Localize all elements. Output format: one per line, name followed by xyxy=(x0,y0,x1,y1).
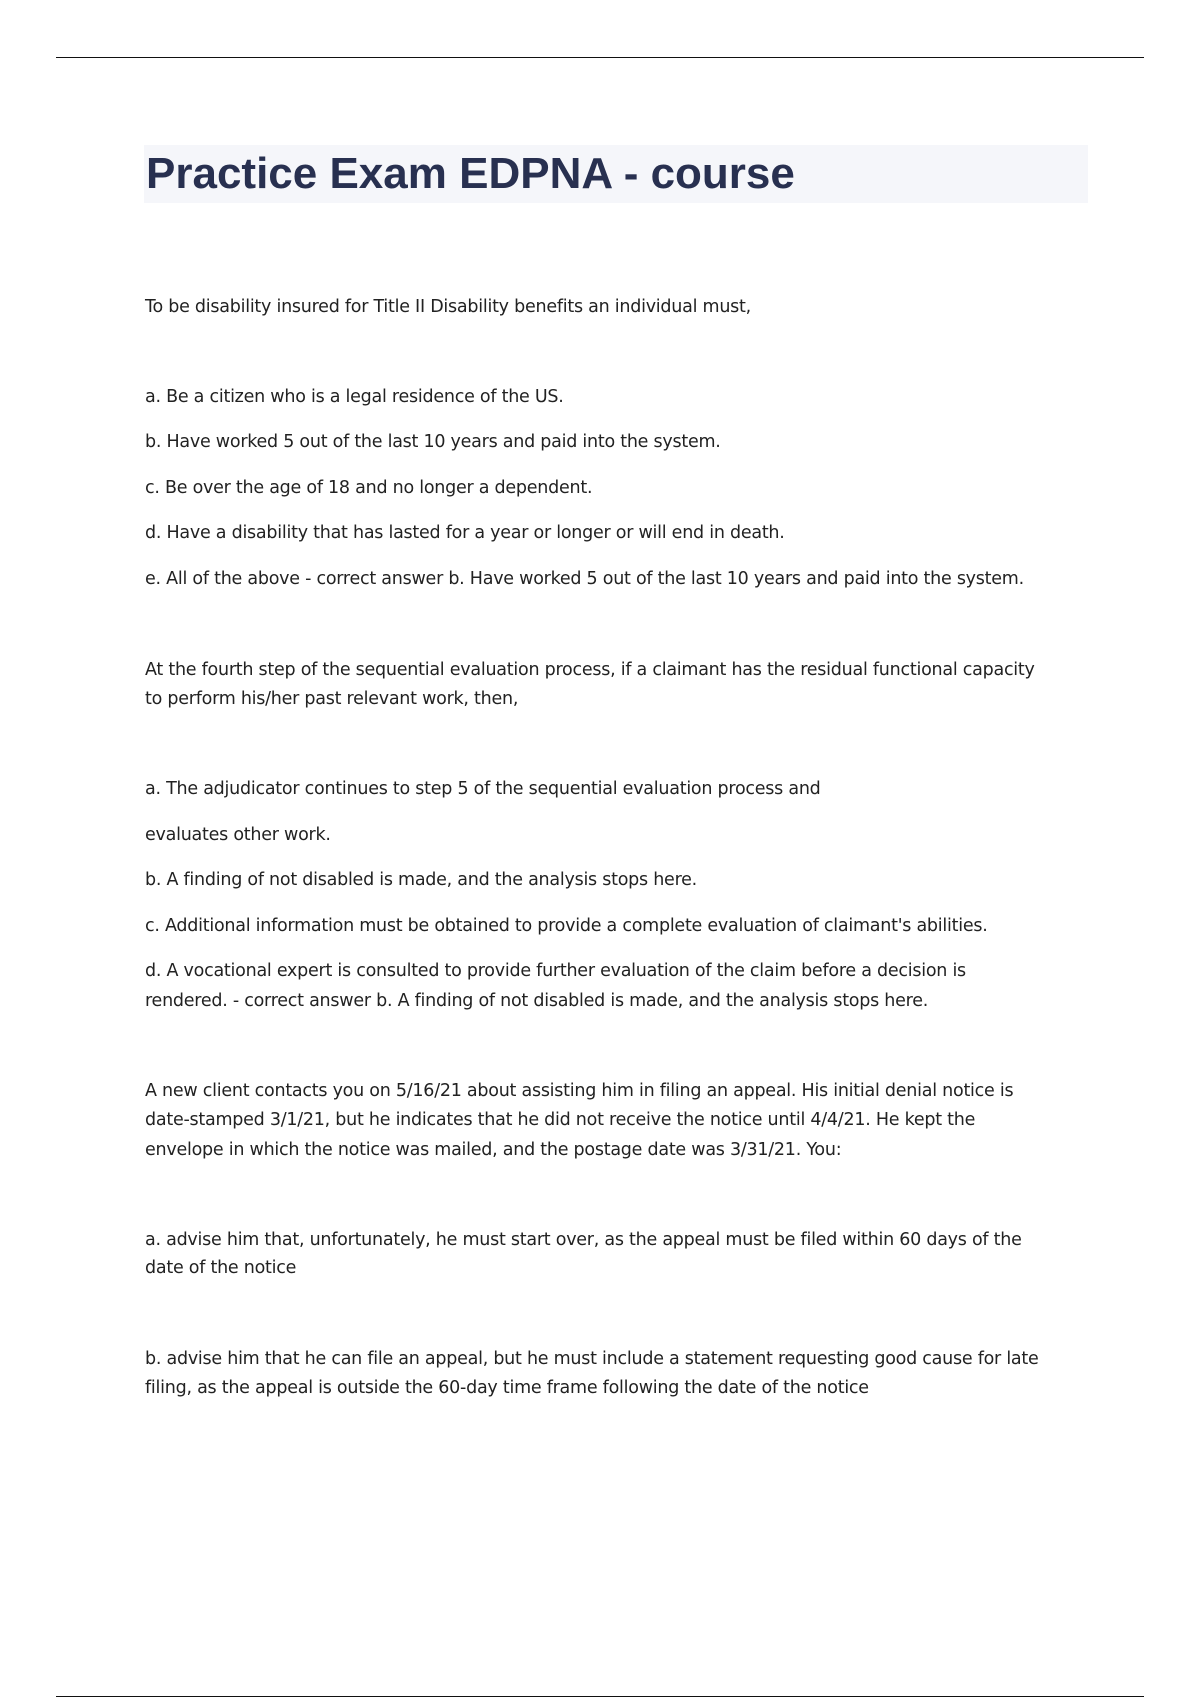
question-2-option-c: c. Additional information must be obtained to provide a complete evaluation of claimant's abilities. xyxy=(145,916,988,936)
question-2-stem-line-1: At the fourth step of the sequential evaluation process, if a claimant has the residual functional capacity xyxy=(145,660,1035,680)
question-2-option-a-continued: evaluates other work. xyxy=(145,825,331,845)
question-1-option-c: c. Be over the age of 18 and no longer a dependent. xyxy=(145,478,593,498)
question-1-option-d: d. Have a disability that has lasted for a year or longer or will end in death. xyxy=(145,523,785,543)
question-1-option-a: a. Be a citizen who is a legal residence of the US. xyxy=(145,387,564,407)
question-1-stem: To be disability insured for Title II Disability benefits an individual must, xyxy=(145,297,751,317)
question-3-stem-line-2: date-stamped 3/1/21, but he indicates that he did not receive the notice until 4/4/21. He kept the xyxy=(145,1110,976,1130)
question-3-option-a-line-2: date of the notice xyxy=(145,1258,297,1278)
question-2-stem-line-2: to perform his/her past relevant work, then, xyxy=(145,689,519,709)
question-2-option-d-line-1: d. A vocational expert is consulted to provide further evaluation of the claim before a decision is xyxy=(145,961,966,981)
question-2-option-b: b. A finding of not disabled is made, and the analysis stops here. xyxy=(145,870,697,890)
question-3-option-b-line-1: b. advise him that he can file an appeal, but he must include a statement requesting good cause for late xyxy=(145,1349,1039,1369)
footer-rule xyxy=(56,1696,1144,1697)
document-title: Practice Exam EDPNA - course xyxy=(146,149,795,198)
question-1-option-b: b. Have worked 5 out of the last 10 years and paid into the system. xyxy=(145,432,721,452)
question-3-stem-line-3: envelope in which the notice was mailed, and the postage date was 3/31/21. You: xyxy=(145,1140,842,1160)
question-3-option-b-line-2: filing, as the appeal is outside the 60-day time frame following the date of the notice xyxy=(145,1378,869,1398)
header-rule xyxy=(56,57,1144,58)
question-2-option-a: a. The adjudicator continues to step 5 of the sequential evaluation process and xyxy=(145,779,821,799)
question-3-option-a-line-1: a. advise him that, unfortunately, he must start over, as the appeal must be filed within 60 days of the xyxy=(145,1230,1022,1250)
question-2-option-d-line-2: rendered. - correct answer b. A finding of not disabled is made, and the analysis stops here. xyxy=(145,991,929,1011)
question-1-option-e: e. All of the above - correct answer b. Have worked 5 out of the last 10 years and paid into the system. xyxy=(145,569,1024,589)
question-3-stem-line-1: A new client contacts you on 5/16/21 about assisting him in filing an appeal. His initial denial notice is xyxy=(145,1081,1014,1101)
